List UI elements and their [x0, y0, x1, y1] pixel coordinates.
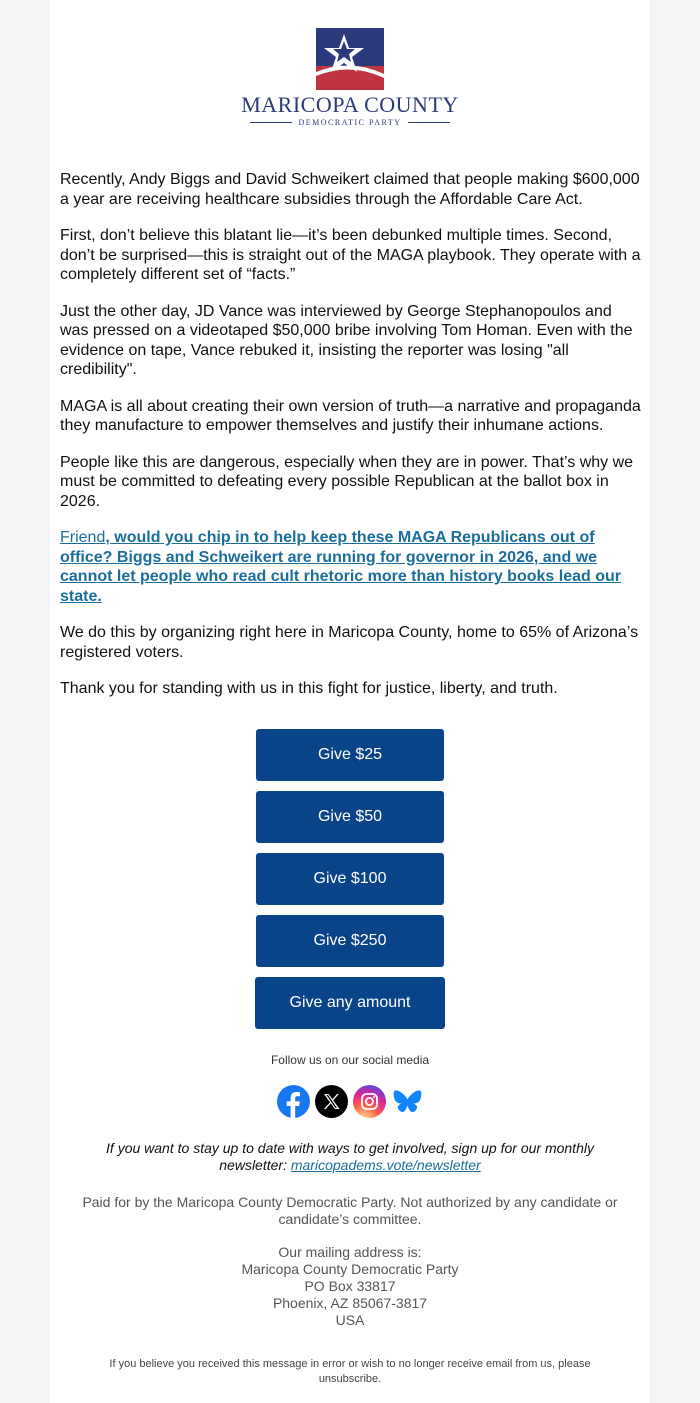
logo-subtitle: DEMOCRATIC PARTY — [298, 118, 402, 127]
cta-link[interactable]: , would you chip in to help keep these MAGA Republicans out of office? Biggs and Schweikert are running for governor in 2026, and we cannot let people who read cult rhetoric more than history books lead our state. — [60, 529, 621, 605]
x-glyph — [315, 1085, 348, 1118]
give-25-button[interactable]: Give $25 — [256, 729, 444, 781]
bluesky-glyph — [391, 1085, 424, 1118]
address-heading: Our mailing address is: — [278, 1244, 422, 1260]
unsubscribe-text: If you believe you received this message in error or wish to no longer receive email from us, please — [109, 1358, 591, 1370]
logo-rule-right — [408, 122, 450, 123]
paragraph-2: First, don’t believe this blatant lie—it’s been debunked multiple times. Second, don’t be surprised—this is straight out of the MAGA playbook. They operate with a completely different set of “facts.” — [60, 227, 641, 283]
instagram-glyph — [353, 1085, 386, 1118]
logo-rule-left — [250, 122, 292, 123]
x-icon[interactable] — [315, 1085, 348, 1118]
mailing-address — [50, 1244, 650, 1329]
cta-name-link[interactable]: Friend — [60, 529, 106, 546]
address-line-3: Phoenix, AZ 85067-3817 — [272, 1295, 428, 1311]
email-body — [60, 170, 642, 716]
unsubscribe-link[interactable]: unsubscribe. — [318, 1373, 382, 1385]
paragraph-7: Thank you for standing with us in this fight for justice, liberty, and truth. — [60, 680, 558, 697]
address-line-4: USA — [335, 1312, 365, 1328]
logo-name: MARICOPA COUNTY — [241, 92, 459, 117]
paragraph-5: People like this are dangerous, especially when they are in power. That’s why we must be committed to defeating every possible Republican at the ballot box in 2026. — [60, 453, 634, 510]
newsletter-note — [90, 1140, 610, 1174]
bluesky-icon[interactable] — [391, 1085, 424, 1118]
social-heading: Follow us on our social media — [270, 1053, 430, 1067]
give-250-button[interactable]: Give $250 — [256, 915, 444, 967]
give-any-amount-button[interactable]: Give any amount — [255, 977, 445, 1029]
facebook-icon[interactable] — [277, 1085, 310, 1118]
paragraph-4: MAGA is all about creating their own version of truth—a narrative and propaganda they manufacture to empower themselves and justify their inhumane actions. — [60, 397, 641, 434]
address-line-2: PO Box 33817 — [304, 1278, 396, 1294]
give-50-button[interactable]: Give $50 — [256, 791, 444, 843]
paragraph-6: We do this by organizing right here in Maricopa County, home to 65% of Arizona’s registered voters. — [60, 624, 639, 661]
address-line-1: Maricopa County Democratic Party — [241, 1261, 459, 1277]
paragraph-1: Recently, Andy Biggs and David Schweikert claimed that people making $600,000 a year are receiving healthcare subsidies through the Affordable Care Act. — [60, 171, 640, 208]
party-logo[interactable] — [50, 28, 650, 127]
donation-call-to-action — [60, 528, 642, 606]
social-icons — [277, 1085, 424, 1118]
facebook-glyph — [277, 1085, 310, 1118]
paragraph-3: Just the other day, JD Vance was interviewed by George Stephanopoulos and was pressed on a videotaped $50,000 bribe involving Tom Homan. Even with the evidence on tape, Vance rebuked it, insisting the reporter was losing "all credibility". — [60, 302, 633, 378]
unsubscribe-note — [80, 1357, 620, 1387]
newsletter-link[interactable]: maricopadems.vote/newsletter — [290, 1157, 481, 1173]
give-100-button[interactable]: Give $100 — [256, 853, 444, 905]
paid-for-disclaimer: Paid for by the Maricopa County Democratic Party. Not authorized by any candidate or candidate’s committee. — [82, 1194, 618, 1227]
star-flag-icon — [316, 28, 384, 90]
logo-subtitle-row — [50, 118, 650, 127]
instagram-icon[interactable] — [353, 1085, 386, 1118]
newsletter-text: If you want to stay up to date with ways to get involved, sign up for our monthly newsletter: — [106, 1140, 594, 1173]
email-card — [50, 0, 650, 1403]
